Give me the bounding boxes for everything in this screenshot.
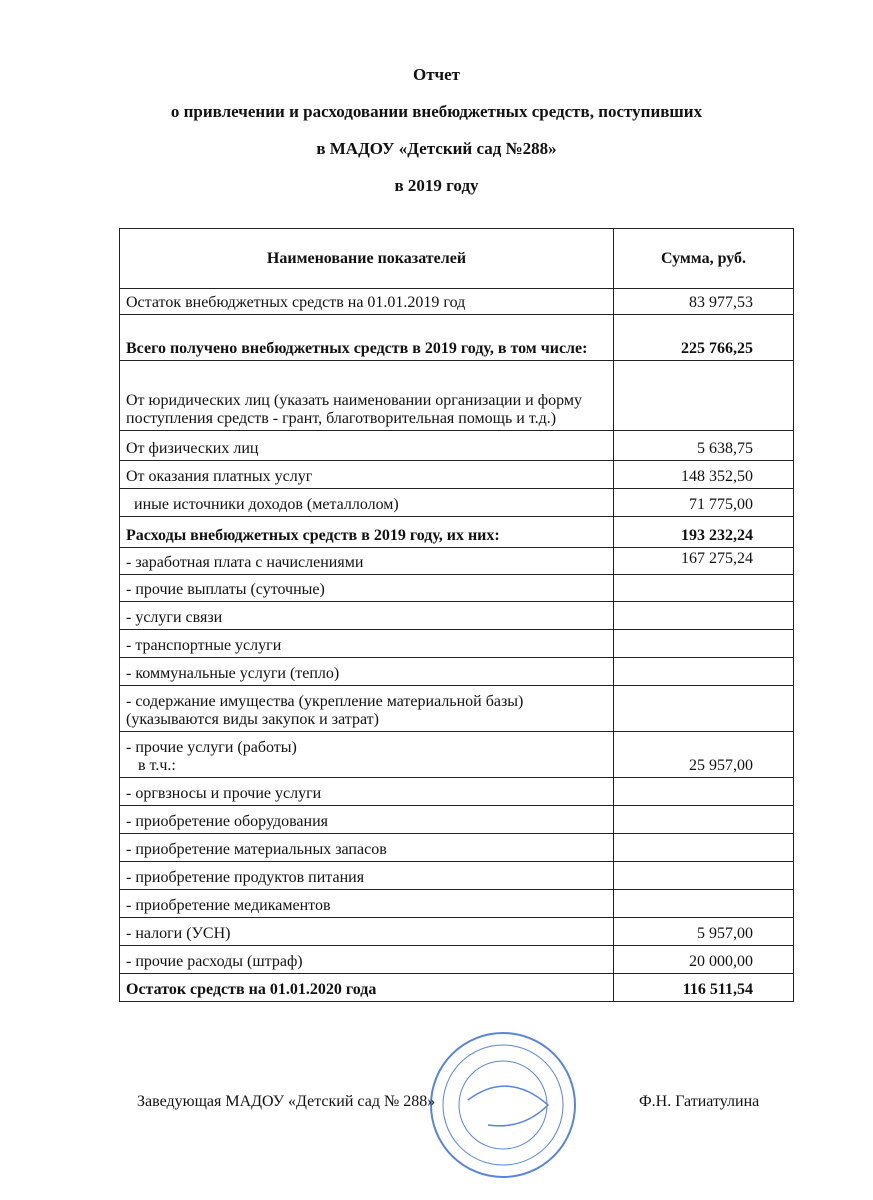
row-name: Всего получено внебюджетных средств в 2019 году, в том числе:: [120, 315, 614, 361]
row-amount: 20 000,00: [614, 946, 794, 974]
row-amount: 5 957,00: [614, 918, 794, 946]
signatory-name: Ф.Н. Гатиатулина: [639, 1093, 760, 1110]
row-amount: 193 232,24: [614, 517, 794, 548]
table-row: [120, 431, 794, 461]
row-amount: 225 766,25: [614, 315, 794, 361]
row-amount: [614, 575, 794, 602]
table-row: [120, 806, 794, 834]
table-row: [120, 946, 794, 974]
row-amount: [614, 686, 794, 732]
row-name: - прочие расходы (штраф): [120, 946, 614, 974]
row-name: [120, 732, 614, 778]
table-row: [120, 918, 794, 946]
row-name: От оказания платных услуг: [120, 461, 614, 489]
table-row: [120, 778, 794, 806]
row-amount: 116 511,54: [614, 974, 794, 1002]
title-line-2: о привлечении и расходовании внебюджетных средств, поступивших: [170, 102, 703, 121]
row-amount: [614, 834, 794, 862]
row-amount: [614, 361, 794, 431]
title-line-4: в 2019 году: [394, 176, 479, 195]
table-row: [120, 732, 794, 778]
table-row: [120, 890, 794, 918]
row-name: - оргвзносы и прочие услуги: [120, 778, 614, 806]
row-name: - транспортные услуги: [120, 630, 614, 658]
row-name-line1: - прочие услуги (работы): [126, 739, 297, 756]
row-amount: [614, 658, 794, 686]
table-header-row: [120, 229, 794, 289]
report-table: [119, 228, 794, 1002]
table-row: [120, 974, 794, 1002]
row-amount: 148 352,50: [614, 461, 794, 489]
row-name: - налоги (УСН): [120, 918, 614, 946]
header-name: Наименование показателей: [120, 229, 614, 289]
row-name: - приобретение медикаментов: [120, 890, 614, 918]
table-row: [120, 630, 794, 658]
header-amount: Сумма, руб.: [614, 229, 794, 289]
row-amount: 71 775,00: [614, 489, 794, 517]
table-row: [120, 834, 794, 862]
row-name: От юридических лиц (указать наименовании организации и форму поступления средств - грант, благотворительная помощь и т.д.): [120, 361, 614, 431]
row-name: - услуги связи: [120, 602, 614, 630]
row-name: - прочие выплаты (суточные): [120, 575, 614, 602]
signatory-position: Заведующая МАДОУ «Детский сад № 288»: [137, 1093, 436, 1110]
row-name: - содержание имущества (укрепление материальной базы) (указываются виды закупок и затрат): [120, 686, 614, 732]
title-line-1: Отчет: [412, 65, 461, 84]
row-amount: 167 275,24: [614, 548, 794, 575]
row-name-line2: в т.ч.:: [138, 757, 176, 774]
table-row: [120, 686, 794, 732]
document-title: [0, 56, 873, 204]
row-amount: [614, 862, 794, 890]
row-amount: 25 957,00: [614, 732, 794, 778]
row-name: - приобретение оборудования: [120, 806, 614, 834]
row-name: иные источники доходов (металлолом): [120, 489, 614, 517]
row-name: Остаток внебюджетных средств на 01.01.2019 год: [120, 289, 614, 315]
row-name: От физических лиц: [120, 431, 614, 461]
row-amount: [614, 890, 794, 918]
table-row: [120, 602, 794, 630]
row-name: - коммунальные услуги (тепло): [120, 658, 614, 686]
row-amount: [614, 602, 794, 630]
row-amount: [614, 806, 794, 834]
row-name: - заработная плата с начислениями: [120, 548, 614, 575]
row-name: - приобретение продуктов питания: [120, 862, 614, 890]
table-row: [120, 489, 794, 517]
row-amount: [614, 630, 794, 658]
table-row: [120, 315, 794, 361]
table-row: [120, 862, 794, 890]
row-amount: 83 977,53: [614, 289, 794, 315]
table-row: [120, 461, 794, 489]
table-row: [120, 517, 794, 548]
organization-stamp: [428, 1030, 578, 1180]
row-name: - приобретение материальных запасов: [120, 834, 614, 862]
row-amount: 5 638,75: [614, 431, 794, 461]
title-line-3: в МАДОУ «Детский сад №288»: [316, 139, 557, 158]
row-amount: [614, 778, 794, 806]
table-row: [120, 289, 794, 315]
row-name: Расходы внебюджетных средств в 2019 году, их них:: [120, 517, 614, 548]
table-row: [120, 658, 794, 686]
table-row: [120, 361, 794, 431]
table-row: [120, 575, 794, 602]
table-row: [120, 548, 794, 575]
row-name: Остаток средств на 01.01.2020 года: [120, 974, 614, 1002]
